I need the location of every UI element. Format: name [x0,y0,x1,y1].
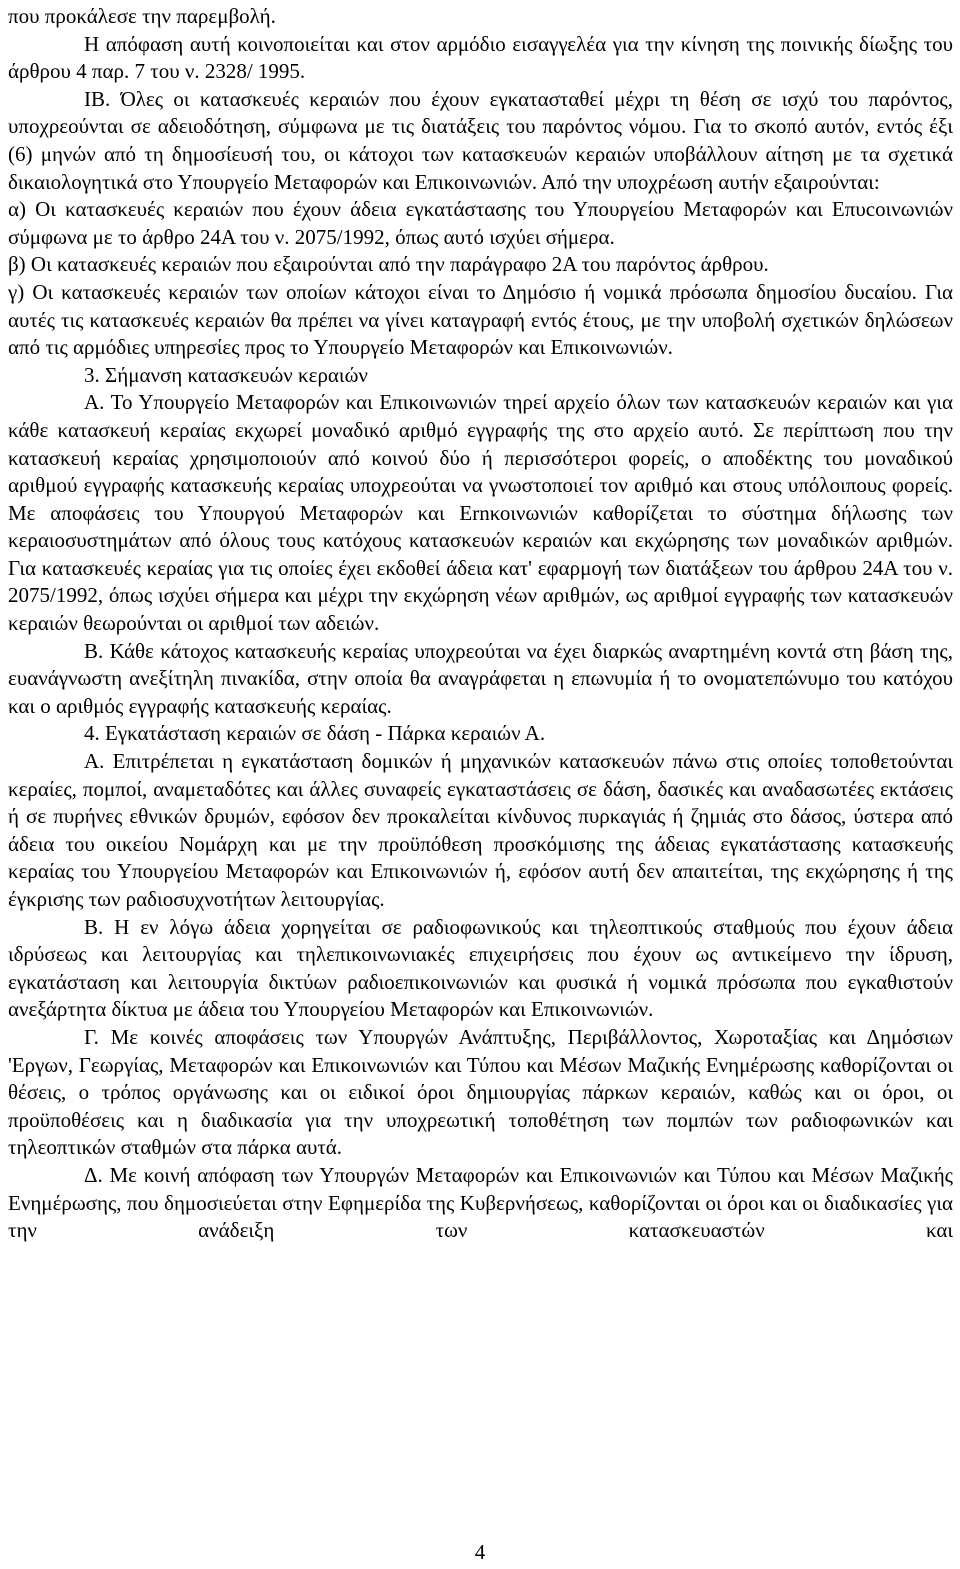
list-item-a: α) Οι κατασκευές κεραιών που έχουν άδεια εγκατάστασης του Υπουργείου Μεταφορών και Επυcοινωνιών σύμφωνα με το άρθρο 24Α του ν. 2075/1992, όπως αυτό ισχύει σήμερα. [8,197,953,249]
section-heading-4: 4. Εγκατάσταση κεραιών σε δάση - Πάρκα κεραιών Α. [84,721,546,746]
section-heading-3: 3. Σήμανση κατασκευών κεραιών [84,362,368,387]
paragraph-4b: Β. Η εν λόγω άδεια χορηγείται σε ραδιοφωνικούς και τηλεοπτικούς σταθμούς που έχουν άδεια ιδρύσεως και λειτουργίας και τηλεπικοινωνιακές επιχειρήσεις που έχουν ως αντικείμενο την ίδρυση, εγκατάσταση και λειτουργία δικτύων ραδιοεπικοινωνιών και φυσικά ή νομικά πρόσωπα που εγκαθιστούν ανεξάρτητα δίκτυα με άδεια του Υπουργείου Μεταφορών και Επικοινωνιών. [8,914,953,1022]
paragraph-3b: Β. Κάθε κάτοχος κατασκευής κεραίας υποχρεούται να έχει διαρκώς αναρτημένη κοντά στη βάση της, ευανάγνωστη ανεξίτηλη πινακίδα, στην οποία θα αναγράφεται η επωνυμία ή το ονοματεπώνυμο του κατόχου και ο αριθμός εγγραφής κατασκευής κεραίας. [8,638,953,718]
paragraph-4c: Γ. Με κοινές αποφάσεις των Υπουργών Ανάπτυξης, Περιβάλλοντος, Χωροταξίας και Δημόσιων 'Εργων, Γεωργίας, Μεταφορών και Επικοινωνιών και Τύπου και Μέσων Μαζικής Ενημέρωσης καθορίζονται οι θέσεις, ο τρόπος οργάνωσης και οι ειδικοί όροι δημιουργίας πάρκων κεραιών, καθώς και οι όροι, οι προϋποθέσεις και η διαδικασία για την υποχρεωτική τοποθέτηση των πομπών των ραδιοφωνικών και τηλεοπτικών σταθμών στα πάρκα αυτά. [8,1024,953,1160]
document-page [8,3,953,1245]
paragraph-4a: Α. Επιτρέπεται η εγκατάσταση δομικών ή μηχανικών κατασκευών πάνω στις οποίες τοποθετούνται κεραίες, πομποί, αναμεταδότες και άλλες συναφείς εγκαταστάσεις σε δάση, δασικές και αναδασωτέες εκτάσεις ή σε πυρήνες εθνικών δρυμών, εφόσον δεν προκαλείται κίνδυνος πυρκαγιάς ή ζημιάς στο δάσος, ύστερα από άδεια του οικείου Νομάρχη και με την προϋπόθεση προσκόμισης της άδειας εγκατάστασης κατασκευής κεραίας του Υπουργείου Μεταφορών και Επικοινωνιών ή, εφόσον αυτή δεν απαιτείται, της εκχώρησης ή της έγκρισης των ραδιοσυχνοτήτων λειτουργίας. [8,749,953,911]
paragraph-4d: Δ. Με κοινή απόφαση των Υπουργών Μεταφορών και Επικοινωνιών και Τύπου και Μέσων Μαζικής Ενημέρωσης, που δημοσιεύεται στην Εφημερίδα της Κυβερνήσεως, καθορίζονται οι όροι και οι διαδικασίες για την ανάδειξη των κατασκευαστών και [8,1162,953,1243]
paragraph-3a: Α. Το Υπουργείο Μεταφορών και Επικοινωνιών τηρεί αρχείο όλων των κατασκευών κεραιών και για κάθε κατασκευή κεραίας εκχωρεί μοναδικό αριθμό εγγραφής της στο αρχείο αυτό. Σε περίπτωση που την κατασκευή κεραίας χρησιμοποιούν από κοινού δύο ή περισσότεροι φορείς, ο αποδέκτης του μοναδικού αριθμού εγγραφής κατασκευής κεραίας υποχρεούται να γνωστοποιεί τον αριθμό και στους υπόλοιπους φορείς. Με αποφάσεις του Υπουργού Μεταφορών και Εrnκοινωνιών καθορίζεται το σύστημα δήλωσης των κεραιοσυστημάτων από όλους τους κατόχους κατασκευών κεραιών και εκχώρησης των μοναδικών αριθμών. Για κατασκευές κεραίας για τις οποίες έχει εκδοθεί άδεια κατ' εφαρμογή των διατάξεων του άρθρου 24Α του ν. 2075/1992, όπως ισχύει σήμερα και μέχρι την εκχώρηση νέων αριθμών, ως αριθμοί εγγραφής των κατασκευών κεραιών θεωρούνται οι αριθμοί των αδειών. [8,390,953,636]
paragraph-notification: Η απόφαση αυτή κοινοποιείται και στον αρμόδιο εισαγγελέα για την κίνηση της ποινικής δίωξης του άρθρου 4 παρ. 7 του ν. 2328/ 1995. [8,31,953,84]
paragraph-continuation: που προκάλεσε την παρεμβολή. [8,4,276,28]
list-item-b: β) Οι κατασκευές κεραιών που εξαιρούνται από την παράγραφο 2Α του παρόντος άρθρου. [8,252,769,277]
paragraph-section-ib: ΙΒ. Όλες οι κατασκευές κεραιών που έχουν εγκατασταθεί μέχρι τη θέση σε ισχύ του παρόντος, υποχρεούνται σε αδειοδότηση, σύμφωνα με τις διατάξεις του παρόντος νόμου. Για το σκοπό αυτόν, εντός έξι (6) μηνών από τη δημοσίευσή του, οι κάτοχοι των κατασκευών κεραιών υποβάλλουν αίτηση με τα σχετικά δικαιολογητικά στο Υπουργείο Μεταφορών και Επικοινωνιών. Από την υποχρέωση αυτήν εξαιρούνται: [8,86,953,194]
list-item-c: γ) Οι κατασκευές κεραιών των οποίων κάτοχοι είναι το Δημόσιο ή νομικά πρόσωπα δημοσίου δυcαίου. Για αυτές τις κατασκευές κεραιών θα πρέπει να γίνει καταγραφή εντός έτους, με την υποβολή σχετικών δηλώσεων από τις αρμόδιες υπηρεσίες προς το Υπουργείο Μεταφορών και Επικοινωνιών. [8,279,953,360]
page-number: 4 [474,1540,486,1564]
